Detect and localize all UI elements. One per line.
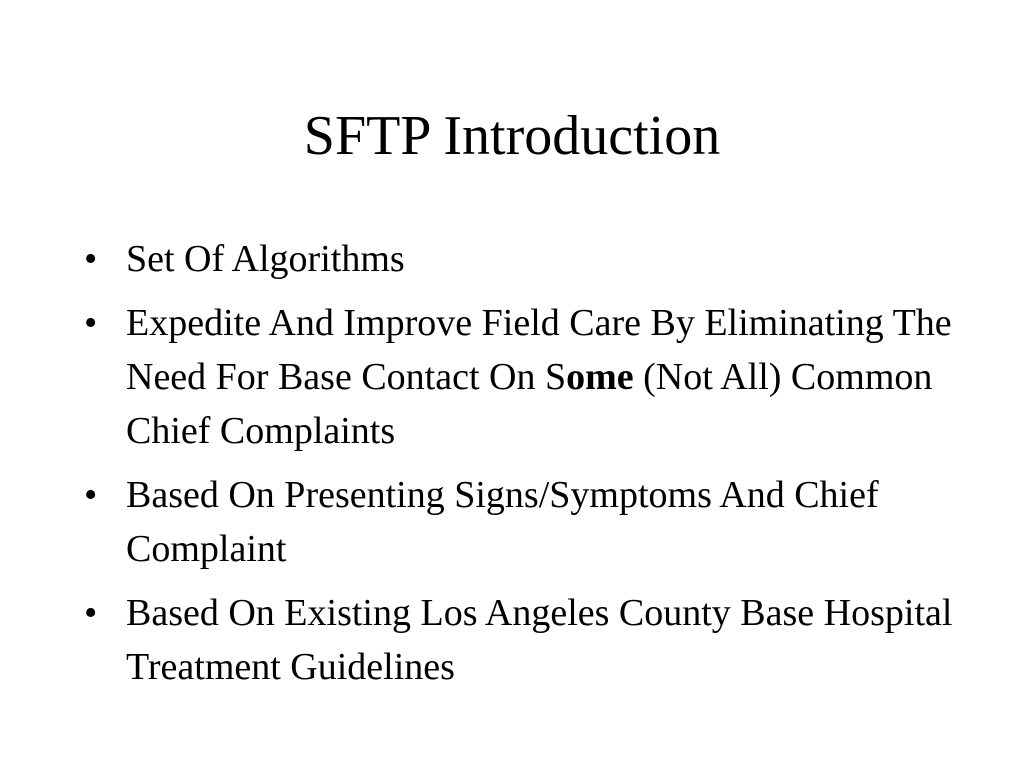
bullet-marker: •	[84, 592, 98, 634]
bullet-text-emphasis: ome	[566, 356, 634, 398]
bullet-item-signs-symptoms	[84, 468, 954, 576]
bullet-item-guidelines	[84, 586, 954, 694]
bullet-text: Based On Presenting Signs/Symptoms And Chief Complaint	[126, 474, 879, 570]
bullet-marker: •	[84, 302, 98, 344]
bullet-list	[84, 232, 954, 704]
bullet-text: Set Of Algorithms	[126, 238, 405, 280]
bullet-marker: •	[84, 474, 98, 516]
bullet-marker: •	[84, 238, 98, 280]
bullet-text: Based On Existing Los Angeles County Base Hospital Treatment Guidelines	[126, 592, 953, 688]
bullet-text-post: (Not All) Common Chief Complaints	[126, 356, 933, 452]
bullet-item-expedite	[84, 296, 954, 458]
slide-title: SFTP Introduction	[303, 105, 721, 167]
bullet-item-algorithms	[84, 232, 954, 286]
bullet-text-pre: Expedite And Improve Field Care By Eliminating The Need For Base Contact On S	[126, 302, 952, 398]
